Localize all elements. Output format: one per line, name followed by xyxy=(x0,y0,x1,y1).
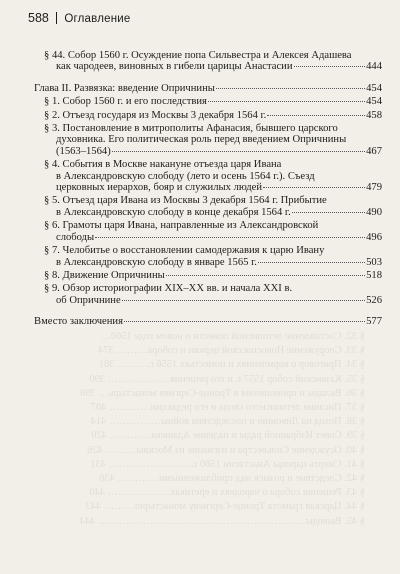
table-of-contents xyxy=(34,50,382,330)
leader-dots xyxy=(122,300,365,301)
toc-page-number: 444 xyxy=(366,61,382,73)
leader-dots xyxy=(112,151,365,152)
toc-entry-text: об Опричнине xyxy=(56,294,121,306)
toc-page-number: 503 xyxy=(366,256,382,268)
toc-entry xyxy=(34,110,382,121)
toc-entry xyxy=(34,270,382,281)
toc-page-number: 518 xyxy=(366,269,382,281)
toc-entry-text: слободы xyxy=(56,231,95,243)
toc-entry xyxy=(34,96,382,107)
toc-page-number: 454 xyxy=(366,96,382,108)
page-header xyxy=(28,10,130,25)
leader-dots xyxy=(258,262,365,263)
toc-page-number: 454 xyxy=(366,82,382,94)
toc-entry-text: § 4. События в Москве накануне отъезда царя Ивана xyxy=(44,159,282,171)
toc-entry-text: § 2. Отъезд государя из Москвы 3 декабря 1564 г. xyxy=(44,109,267,121)
leader-dots xyxy=(267,115,365,116)
leader-dots xyxy=(292,212,365,213)
toc-chapter-title: Глава II. Развязка: введение Опричнины xyxy=(34,82,215,94)
toc-chapter xyxy=(34,316,382,327)
toc-page-number: 479 xyxy=(366,182,382,194)
toc-entry-text: § 6. Грамоты царя Ивана, направленные из Александровской xyxy=(44,220,319,232)
toc-page-number: 577 xyxy=(366,316,382,328)
toc-page-number: 467 xyxy=(366,145,382,157)
toc-entry xyxy=(34,195,382,218)
leader-dots xyxy=(294,66,366,67)
toc-entry-text: (1563–1564) xyxy=(56,145,111,157)
toc-entry xyxy=(34,123,382,157)
toc-entry-text: § 5. Отъезд царя Ивана из Москвы 3 декабря 1564 г. Прибытие xyxy=(44,195,327,207)
toc-entry-text: в Александровскую слободу в конце декабря 1564 г. xyxy=(56,206,291,218)
toc-chapter-title: Вместо заключения xyxy=(34,316,123,328)
toc-entry-text: как чародеев, виновных в гибели царицы Анастасии xyxy=(56,61,293,73)
page-number: 588 xyxy=(28,11,49,25)
leader-dots xyxy=(124,321,365,322)
toc-entry-text: § 3. Постановление в митрополиты Афанасия, бывшего царского xyxy=(44,123,338,135)
toc-entry xyxy=(34,159,382,193)
leader-dots xyxy=(216,88,365,89)
toc-entry-text: в Александровскую слободу в январе 1565 г. xyxy=(56,256,257,268)
toc-entry-text: в Александровскую слободу (лето и осень 1564 г.). Съезд xyxy=(56,170,315,182)
toc-entry xyxy=(34,50,382,73)
toc-entry-text: § 8. Движение Опричнины xyxy=(44,269,165,281)
toc-entry xyxy=(34,283,382,306)
show-through-text: § 32. Составление летописной повести о новом годе 1560… § 33. Сооружение Новоспасской церкви и собора……… 374 § 34. Приговор о кормлениях и поместьях 1556 г.……… 381 § 35. Казанский собор 1557 г. и его решения……………… 390 § 36. Вклады и приношения в Троице-Сергиев монастырь… 398 § 37. Писание летописного свода и его редакции………… 407 § 38. Поход на Ливонию и последствия войны…………… 414 § 39. Совет Избранной рады и падение Адашева………… 420 § 40. Осуждение Сильвестра и изгнание из Москвы……… 426 § 41. Смерть царицы Анастасии 1560 г.…………………… 431 § 42. Следствие и розыск над приближенными………… 436 § 43. Решения собора о чародеях и еретиках……………… 440 § 44. Царская грамота Троице-Сергиеву монастырю……… 443 § 45. Выводы…………………………………………………… 444 xyxy=(79,331,365,527)
toc-entry-text: § 44. Собор 1560 г. Осуждение попа Сильвестра и Алексея Адашева xyxy=(44,50,352,61)
toc-entry xyxy=(34,220,382,243)
toc-entry-text: § 7. Челобитье о восстановлении самодержавия к царю Ивану xyxy=(44,245,325,257)
toc-page-number: 490 xyxy=(366,206,382,218)
toc-page-number: 496 xyxy=(366,231,382,243)
toc-page-number: 458 xyxy=(366,109,382,121)
toc-entry-text: § 9. Обзор историографии XIX–XX вв. и начала XXI в. xyxy=(44,283,293,295)
toc-entry-text: церковных иерархов, бояр и служилых людей xyxy=(56,182,262,194)
toc-entry-text: духовника. Его политическая роль перед введением Опричнины xyxy=(56,134,347,146)
leader-dots xyxy=(263,187,365,188)
header-divider xyxy=(56,12,58,24)
toc-entry xyxy=(34,245,382,268)
toc-page-number: 526 xyxy=(366,294,382,306)
toc-entry-text: § 1. Собор 1560 г. и его последствия xyxy=(44,96,207,108)
running-title: Оглавление xyxy=(64,13,131,25)
leader-dots xyxy=(208,101,365,102)
toc-chapter xyxy=(34,83,382,94)
leader-dots xyxy=(95,237,365,238)
leader-dots xyxy=(166,275,365,276)
